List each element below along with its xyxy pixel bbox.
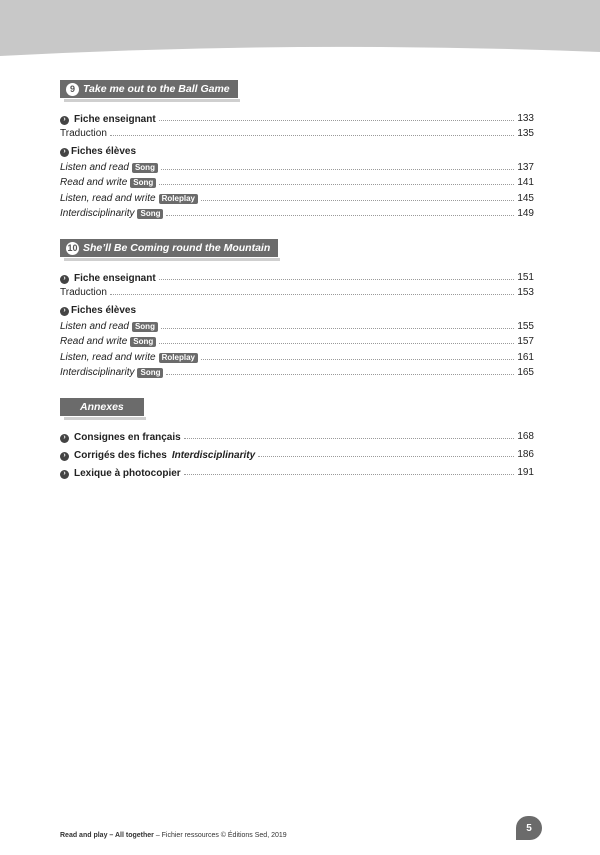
toc-row-s9-student-2[interactable] [60,175,534,189]
toc-page-number: 149 [517,208,534,219]
toc-page-number: 141 [517,177,534,188]
song-tag: Song [137,368,163,378]
subhead-text: Fiches élèves [71,146,137,157]
arrow-icon: › [60,148,69,157]
toc-page-number: 153 [517,287,534,298]
toc-page-number: 168 [517,431,534,442]
dot-leader [258,447,514,457]
toc-page-number: 137 [517,162,534,173]
annexes-title [60,398,144,416]
toc-row-s10-teacher[interactable] [60,270,534,284]
dot-leader [110,126,514,136]
dot-leader [201,191,514,201]
toc-label: Interdisciplinarity [60,367,135,378]
section-9-title [60,80,238,98]
page-number-badge: 5 [516,816,542,840]
toc-page-number: 151 [517,272,534,283]
toc-page-number: 133 [517,113,534,124]
toc-label: Lexique à photocopier [74,468,181,479]
song-tag: Song [132,322,158,332]
dot-leader [159,270,515,280]
toc-page-number: 135 [517,128,534,139]
top-decorative-band [0,0,600,58]
song-tag: Song [132,163,158,173]
song-tag: Song [130,337,156,347]
toc-page-number: 165 [517,367,534,378]
dot-leader [159,334,514,344]
toc-row-s10-student-2[interactable] [60,334,534,348]
toc-label: Traduction [60,128,107,139]
toc-label: Fiche enseignant [74,273,156,284]
toc-row-s9-translation[interactable] [60,126,534,140]
footer [60,832,287,839]
section-10-title [60,239,278,257]
dot-leader [159,175,514,185]
toc-label: Listen, read and write [60,352,156,363]
roleplay-tag: Roleplay [159,353,198,363]
toc-row-s9-teacher[interactable] [60,111,534,125]
arrow-icon: › [60,434,69,443]
toc-label-italic: Interdisciplinarity [171,450,256,461]
arrow-icon: › [60,275,69,284]
arrow-icon: › [60,470,69,479]
toc-label: Listen, read and write [60,193,156,204]
toc-page-number: 186 [517,449,534,460]
toc-page-number: 161 [517,352,534,363]
s9-students-heading [60,145,136,159]
arrow-icon: › [60,307,69,316]
toc-label: Read and write [60,336,128,347]
dot-leader [184,429,515,439]
toc-label: Read and write [60,177,128,188]
toc-label: Listen and read [60,321,129,332]
annexes-title-text: Annexes [80,401,124,413]
arrow-icon: › [60,116,69,125]
toc-row-annex-2[interactable] [60,447,534,461]
toc-label: Fiche enseignant [74,114,156,125]
footer-book-title: Read and play – All together [60,832,154,839]
roleplay-tag: Roleplay [159,194,198,204]
dot-leader [161,319,514,329]
dot-leader [201,350,514,360]
toc-row-annex-3[interactable] [60,465,534,479]
dot-leader [159,111,515,121]
section-10-title-text: She’ll Be Coming round the Mountain [83,242,271,254]
s10-students-heading [60,304,136,318]
song-tag: Song [130,178,156,188]
arrow-icon: › [60,452,69,461]
toc-page-number: 155 [517,321,534,332]
section-9-number-badge: 9 [66,83,79,96]
toc-row-annex-1[interactable] [60,429,534,443]
toc-row-s10-student-1[interactable] [60,319,534,333]
toc-page-number: 157 [517,336,534,347]
toc-row-s9-student-4[interactable] [60,206,534,220]
toc-label: Traduction [60,287,107,298]
section-10-number-badge: 10 [67,243,78,253]
toc-row-s10-student-3[interactable] [60,350,534,364]
toc-row-s10-student-4[interactable] [60,365,534,379]
toc-page-number: 145 [517,193,534,204]
toc-page-number: 191 [517,467,534,478]
toc-label: Corrigés des fiches [74,450,167,461]
section-9-title-text: Take me out to the Ball Game [83,83,230,95]
toc-row-s9-student-3[interactable] [60,191,534,205]
dot-leader [110,285,514,295]
footer-copyright: – Fichier ressources © Éditions Sed, 2019 [153,832,287,839]
dot-leader [184,465,515,475]
toc-label: Interdisciplinarity [60,208,135,219]
dot-leader [166,206,514,216]
toc-label: Listen and read [60,162,129,173]
dot-leader [166,365,514,375]
dot-leader [161,160,514,170]
song-tag: Song [137,209,163,219]
subhead-text: Fiches élèves [71,305,137,316]
toc-label: Consignes en français [74,432,181,443]
toc-row-s9-student-1[interactable] [60,160,534,174]
toc-row-s10-translation[interactable] [60,285,534,299]
